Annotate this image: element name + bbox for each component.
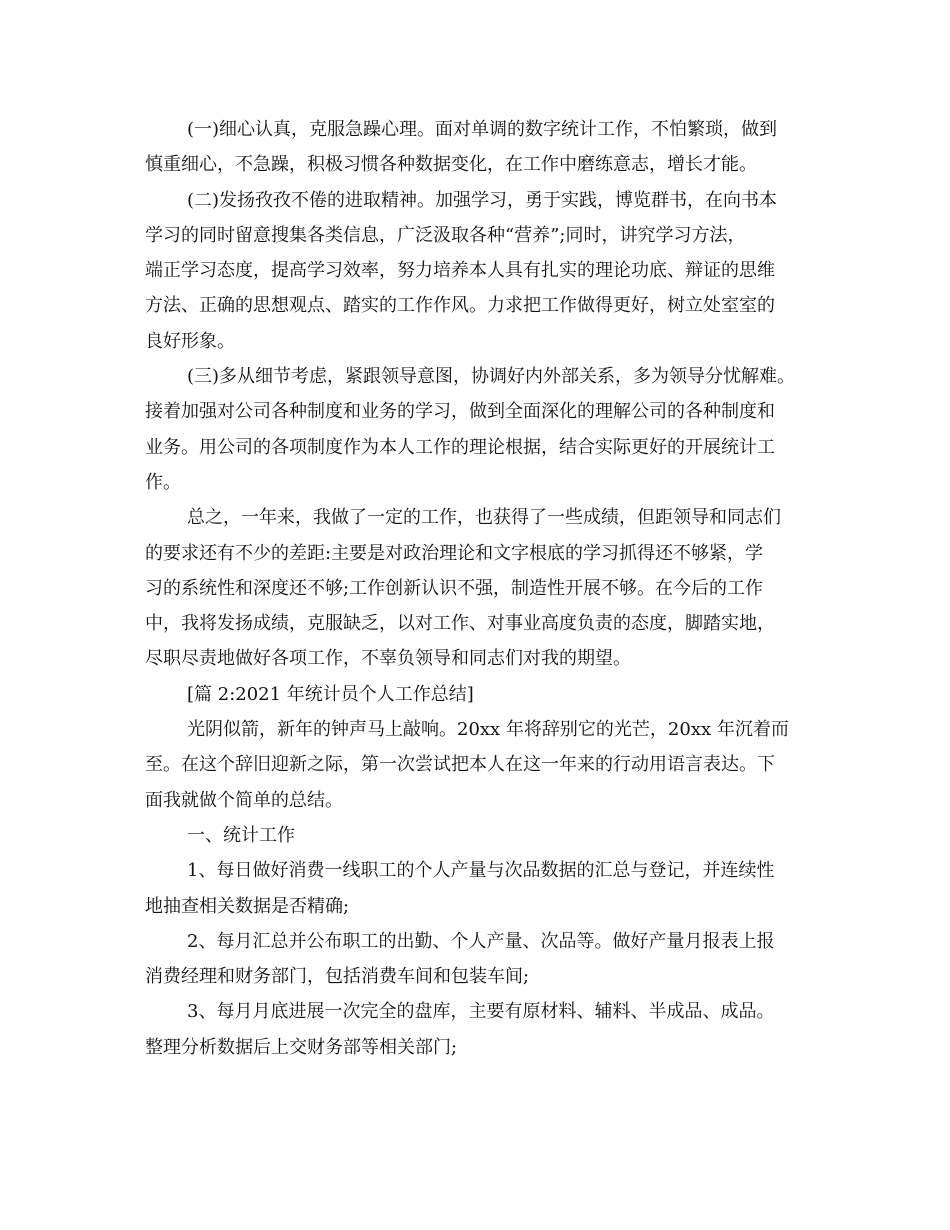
document-body	[145, 112, 815, 1065]
text-line: 端正学习态度，提高学习效率，努力培养本人具有扎实的理论功底、辩证的思维	[145, 260, 775, 282]
text-line: (一)细心认真，克服急躁心理。面对单调的数字统计工作，不怕繁琐，做到	[187, 119, 778, 140]
text-line: [篇 2:2021 年统计员个人工作总结]	[187, 683, 474, 705]
text-line: 学习的同时留意搜集各类信息，广泛汲取各种“营养”;同时，讲究学习方法，	[145, 224, 746, 246]
text-line: (二)发扬孜孜不倦的进取精神。加强学习，勇于实践，博览群书，在向书本	[187, 189, 778, 211]
text-line: 的要求还有不少的差距:主要是对政治理论和文字根底的学习抓得还不够紧，学	[145, 542, 764, 564]
text-line: 消费经理和财务部门，包括消费车间和包装车间;	[145, 966, 530, 988]
text-line: 接着加强对公司各种制度和业务的学习，做到全面深化的理解公司的各种制度和	[145, 401, 775, 423]
text-line: 至。在这个辞旧迎新之际，第一次尝试把本人在这一年来的行动用语言表达。下	[145, 754, 775, 776]
text-line: 良好形象。	[145, 330, 235, 352]
text-line: 慎重细心，不急躁，积极习惯各种数据变化，在工作中磨练意志，增长才能。	[145, 154, 757, 176]
text-line: 光阴似箭，新年的钟声马上敲响。20xx 年将辞别它的光芒，20xx 年沉着而	[187, 719, 789, 741]
text-line: 业务。用公司的各项制度作为本人工作的理论根据，结合实际更好的开展统计工	[145, 436, 775, 458]
text-line: 习的系统性和深度还不够;工作创新认识不强，制造性开展不够。在今后的工作	[145, 577, 764, 599]
text-line: 2、每月汇总并公布职工的出勤、个人产量、次品等。做好产量月报表上报	[187, 930, 775, 952]
text-line: 面我就做个简单的总结。	[145, 789, 343, 811]
text-line: 1、每日做好消费一线职工的个人产量与次品数据的汇总与登记，并连续性	[187, 860, 775, 882]
text-line: 尽职尽责地做好各项工作，不辜负领导和同志们对我的期望。	[145, 648, 631, 670]
text-line: 中，我将发扬成绩，克服缺乏，以对工作、对事业高度负责的态度，脚踏实地，	[145, 613, 775, 635]
text-line: 地抽查相关数据是否精确;	[145, 895, 350, 917]
text-line: 方法、正确的思想观点、踏实的工作作风。力求把工作做得更好，树立处室室的	[145, 295, 775, 317]
text-line: 整理分析数据后上交财务部等相关部门;	[145, 1036, 458, 1058]
text-line: 一、统计工作	[187, 824, 295, 846]
text-line: 总之，一年来，我做了一定的工作，也获得了一些成绩，但距领导和同志们	[187, 507, 781, 529]
text-line: 作。	[145, 471, 181, 493]
text-line: 3、每月月底进展一次完全的盘库，主要有原材料、辅料、半成品、成品。	[187, 1001, 775, 1023]
text-line: (三)多从细节考虑，紧跟领导意图，协调好内外部关系，多为领导分忧解难。	[187, 366, 796, 388]
